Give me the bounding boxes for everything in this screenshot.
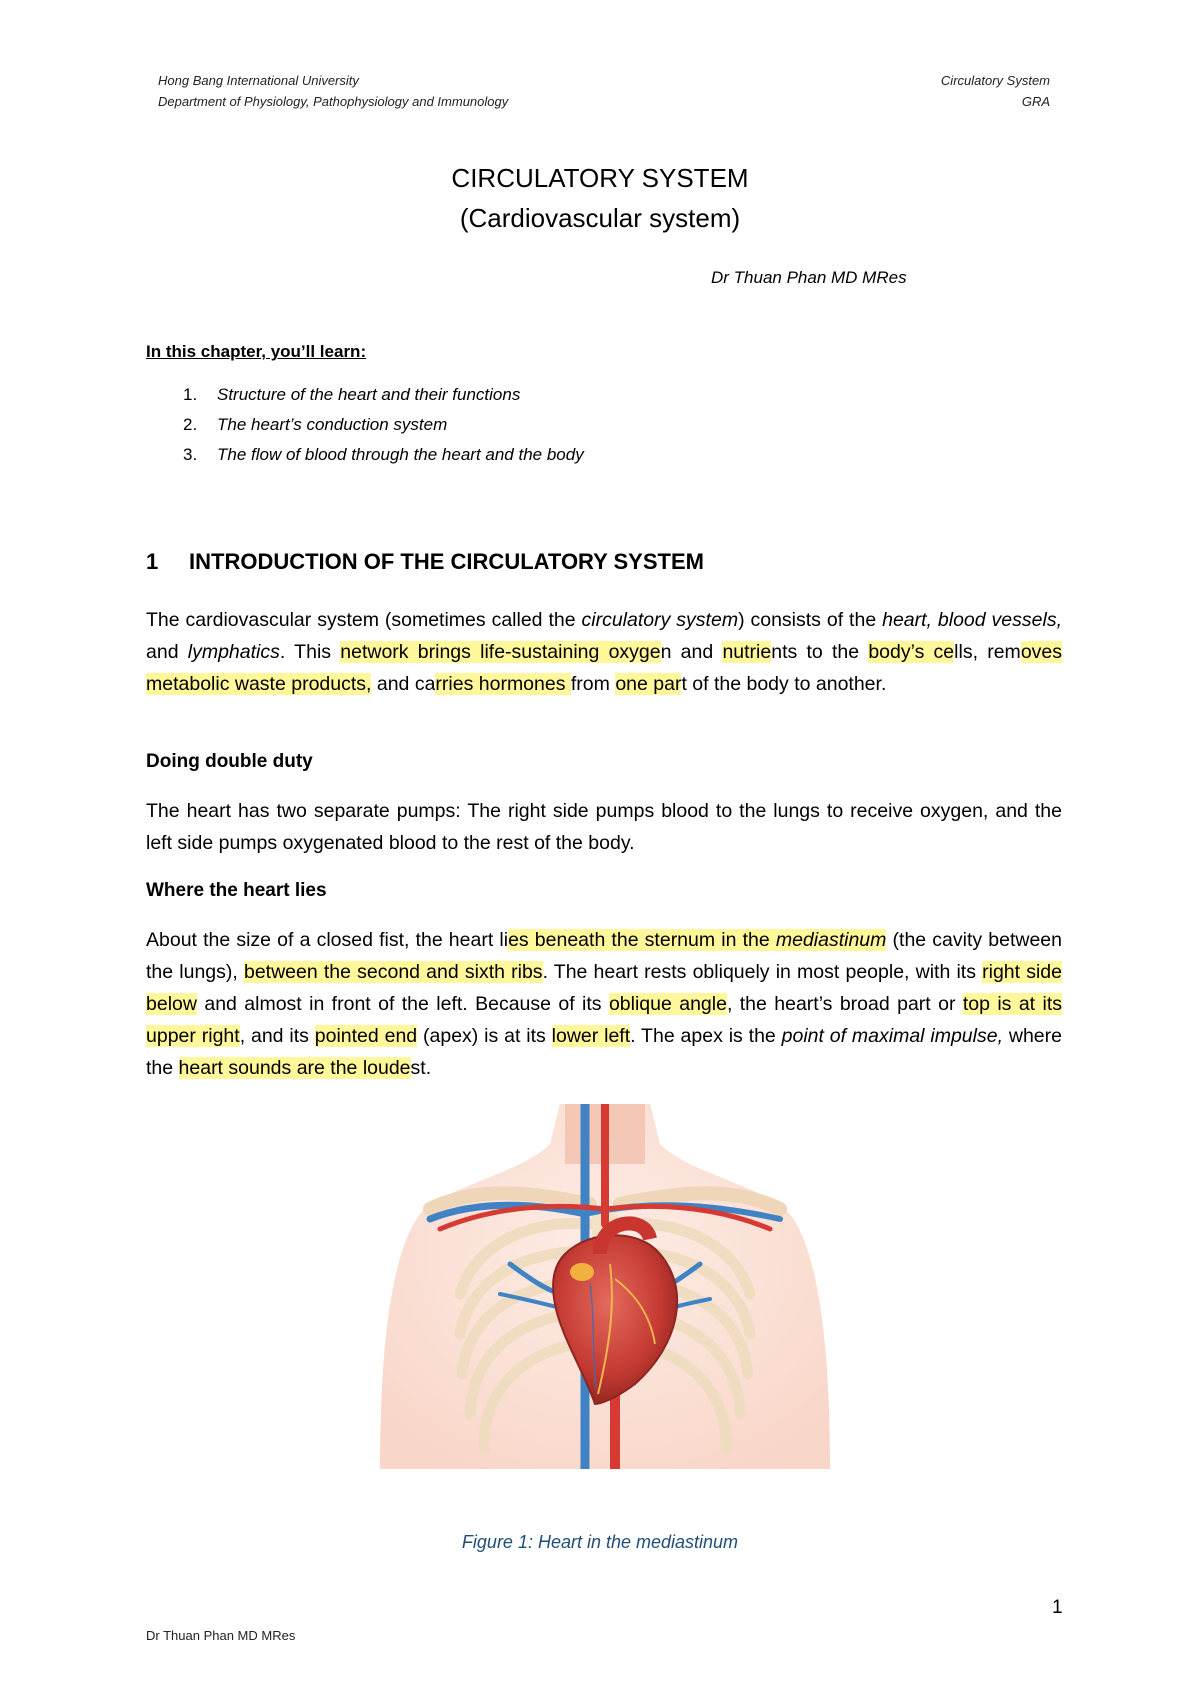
text-run: About the size of a closed fist, the heart li xyxy=(146,929,509,951)
text-run: st. xyxy=(410,1057,432,1079)
learning-item xyxy=(183,385,584,415)
text-run: lls, rem xyxy=(954,641,1021,663)
highlighted-text: top is at its upper right xyxy=(146,993,1062,1047)
header-institution: Hong Bang International University xyxy=(158,73,359,88)
text-run: where the xyxy=(146,1025,1062,1079)
learning-item-number: 1. xyxy=(183,385,198,404)
learning-item-text: Structure of the heart and their functions xyxy=(217,385,521,404)
text-run: , and its xyxy=(239,1025,315,1047)
highlighted-text: right side below xyxy=(146,961,1062,1015)
text-run: , the heart’s broad part or xyxy=(726,993,963,1015)
highlighted-text: nutrie xyxy=(722,641,772,663)
highlighted-text: pointed end xyxy=(314,1025,418,1047)
footer-author: Dr Thuan Phan MD MRes xyxy=(146,1628,296,1643)
page-subtitle: (Cardiovascular system) xyxy=(459,203,741,233)
italic-text: lymphatics xyxy=(187,641,280,663)
text-run: and ca xyxy=(371,673,436,695)
learning-heading: In this chapter, you’ll learn: xyxy=(146,342,367,361)
italic-text: circulatory system xyxy=(581,609,739,631)
page-title: CIRCULATORY SYSTEM xyxy=(451,163,749,193)
author-name: Dr Thuan Phan MD MRes xyxy=(711,268,907,287)
highlighted-text: body’s ce xyxy=(868,641,955,663)
learning-item-text: The heart’s conduction system xyxy=(217,415,448,434)
text-run: and almost in front of the left. Because of its xyxy=(196,993,609,1015)
figure-heart-mediastinum xyxy=(360,1104,850,1469)
text-run: . The apex is the xyxy=(630,1025,782,1047)
subheading-heart-location: Where the heart lies xyxy=(146,880,327,901)
header-subject: Circulatory System xyxy=(940,73,1050,88)
text-run: The cardiovascular system (sometimes called the xyxy=(146,609,582,631)
heart-mediastinum-illustration xyxy=(360,1104,850,1469)
section-title: INTRODUCTION OF THE CIRCULATORY SYSTEM xyxy=(189,549,704,574)
double-duty-paragraph xyxy=(146,795,1062,859)
highlighted-text: between the second and sixth ribs xyxy=(243,961,543,983)
highlighted-text: one par xyxy=(615,673,682,695)
learning-item-text: The flow of blood through the heart and the body xyxy=(217,445,584,464)
highlighted-text: mediastinum xyxy=(775,929,887,951)
text-run: . The heart rests obliquely in most people, with its xyxy=(542,961,983,983)
text-run: t of the body to another. xyxy=(681,673,887,695)
text-run: ) consists of the xyxy=(738,609,883,631)
subheading-double-duty: Doing double duty xyxy=(146,751,313,772)
learning-item-number: 2. xyxy=(183,415,198,434)
header-code: GRA xyxy=(1021,94,1050,109)
highlighted-text: oves metabolic waste products, xyxy=(146,641,1063,695)
text-run: (the cavity between the lungs), xyxy=(146,929,1062,983)
highlighted-text: rries hormones xyxy=(435,673,571,695)
heart-location-paragraph xyxy=(146,924,1062,1084)
intro-paragraph xyxy=(146,604,1062,700)
header-department: Department of Physiology, Pathophysiology and Immunology xyxy=(158,94,509,109)
text-run: nts to the xyxy=(771,641,869,663)
text-run: from xyxy=(570,673,616,695)
text-run: . This xyxy=(279,641,341,663)
highlighted-text: network brings life-sustaining oxyge xyxy=(340,641,661,663)
italic-text: point of maximal impulse, xyxy=(781,1025,1003,1047)
highlighted-text: es beneath the sternum in the xyxy=(508,929,776,951)
text-run: n and xyxy=(660,641,723,663)
learning-item xyxy=(183,445,584,475)
italic-text: heart, blood vessels, xyxy=(882,609,1062,631)
highlighted-text: lower left xyxy=(551,1025,631,1047)
text-run: (apex) is at its xyxy=(417,1025,552,1047)
learning-item xyxy=(183,415,584,445)
figure-caption: Figure 1: Heart in the mediastinum xyxy=(461,1532,739,1552)
learning-item-number: 3. xyxy=(183,445,198,464)
text-run: and xyxy=(146,641,188,663)
learning-list xyxy=(183,385,584,475)
highlighted-text: oblique angle xyxy=(608,993,727,1015)
page-number: 1 xyxy=(1052,1597,1063,1618)
section-heading xyxy=(146,549,704,575)
section-number: 1 xyxy=(146,549,159,574)
highlighted-text: heart sounds are the loude xyxy=(178,1057,411,1079)
text-run: The heart has two separate pumps: The right side pumps blood to the lungs to receive oxygen, and the left side pumps oxygenated blood to the rest of the body. xyxy=(146,800,1062,854)
